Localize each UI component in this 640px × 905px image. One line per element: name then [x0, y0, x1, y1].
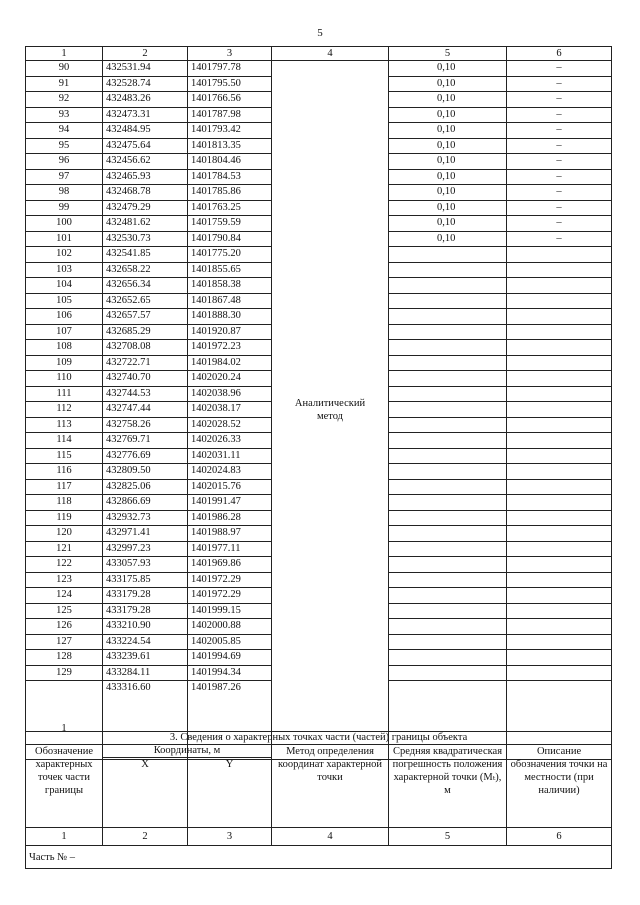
coord-y: 1401858.38 — [188, 278, 272, 294]
accuracy-value — [389, 433, 507, 449]
point-number: 129 — [26, 665, 103, 681]
table-row — [26, 61, 612, 77]
point-description — [507, 510, 612, 526]
coord-y: 1401787.98 — [188, 107, 272, 123]
page-number: 5 — [317, 27, 323, 39]
coord-x: 432658.22 — [103, 262, 188, 278]
point-description — [507, 665, 612, 681]
accuracy-value — [389, 340, 507, 356]
coord-x: 433224.54 — [103, 634, 188, 650]
coord-x: 432657.57 — [103, 309, 188, 325]
coord-x: 432747.44 — [103, 402, 188, 418]
point-description: – — [507, 200, 612, 216]
column-number: 6 — [507, 828, 612, 846]
coord-y: 1401766.56 — [188, 92, 272, 108]
col-accuracy: Средняя квадратическая погрешность положения характерной точки (Мₜ), м — [389, 745, 507, 828]
coord-x: 432722.71 — [103, 355, 188, 371]
coord-x: 432740.70 — [103, 371, 188, 387]
point-number: 92 — [26, 92, 103, 108]
coord-y: 1401999.15 — [188, 603, 272, 619]
point-description: – — [507, 231, 612, 247]
header-cell: 2 — [103, 47, 188, 61]
accuracy-value — [389, 371, 507, 387]
point-description — [507, 386, 612, 402]
accuracy-value — [389, 278, 507, 294]
coord-x: 432971.41 — [103, 526, 188, 542]
coord-y: 1402005.85 — [188, 634, 272, 650]
coord-y: 1401795.50 — [188, 76, 272, 92]
accuracy-value — [389, 417, 507, 433]
coord-y: 1401972.29 — [188, 588, 272, 604]
point-number: 122 — [26, 557, 103, 573]
point-number: 118 — [26, 495, 103, 511]
coord-y: 1401987.26 — [188, 681, 272, 760]
point-number: 123 — [26, 572, 103, 588]
point-number: 110 — [26, 371, 103, 387]
accuracy-value — [389, 293, 507, 309]
point-description: – — [507, 76, 612, 92]
coord-y: 1401867.48 — [188, 293, 272, 309]
point-number: 119 — [26, 510, 103, 526]
accuracy-value — [389, 619, 507, 635]
point-number: 1 — [26, 681, 103, 760]
point-description — [507, 603, 612, 619]
point-number: 98 — [26, 185, 103, 201]
accuracy-value: 0,10 — [389, 154, 507, 170]
coord-x: 432685.29 — [103, 324, 188, 340]
accuracy-value — [389, 557, 507, 573]
coord-y: 1402020.24 — [188, 371, 272, 387]
coord-y: 1401920.87 — [188, 324, 272, 340]
point-number: 93 — [26, 107, 103, 123]
header-cell: 6 — [507, 47, 612, 61]
point-description: – — [507, 138, 612, 154]
accuracy-value — [389, 402, 507, 418]
coord-x: 433210.90 — [103, 619, 188, 635]
coord-x: 432479.29 — [103, 200, 188, 216]
coord-x: 432531.94 — [103, 61, 188, 77]
accuracy-value — [389, 464, 507, 480]
point-number: 120 — [26, 526, 103, 542]
coord-y: 1401775.20 — [188, 247, 272, 263]
section3-table — [25, 731, 612, 869]
accuracy-value: 0,10 — [389, 76, 507, 92]
col-x: X — [103, 758, 188, 828]
point-description — [507, 479, 612, 495]
point-number: 106 — [26, 309, 103, 325]
coord-x: 432652.65 — [103, 293, 188, 309]
point-number: 105 — [26, 293, 103, 309]
accuracy-value: 0,10 — [389, 61, 507, 77]
coord-x: 432825.06 — [103, 479, 188, 495]
header-cell: 3 — [188, 47, 272, 61]
point-description: – — [507, 185, 612, 201]
coord-y: 1401988.97 — [188, 526, 272, 542]
coord-y: 1401986.28 — [188, 510, 272, 526]
coord-y: 1401991.47 — [188, 495, 272, 511]
point-description — [507, 355, 612, 371]
point-number: 121 — [26, 541, 103, 557]
col-point-designation: Обозначение характерных точек части границы — [26, 745, 103, 828]
accuracy-value — [389, 262, 507, 278]
point-number: 90 — [26, 61, 103, 77]
coord-x: 433175.85 — [103, 572, 188, 588]
coord-x: 433179.28 — [103, 603, 188, 619]
coord-x: 432809.50 — [103, 464, 188, 480]
point-description — [507, 464, 612, 480]
point-number: 104 — [26, 278, 103, 294]
point-description — [507, 417, 612, 433]
accuracy-value — [389, 588, 507, 604]
coord-x: 432484.95 — [103, 123, 188, 139]
column-number: 1 — [26, 828, 103, 846]
point-number: 108 — [26, 340, 103, 356]
coord-y: 1402024.83 — [188, 464, 272, 480]
accuracy-value — [389, 386, 507, 402]
coord-x: 432656.34 — [103, 278, 188, 294]
coord-y: 1401785.86 — [188, 185, 272, 201]
point-number: 111 — [26, 386, 103, 402]
coord-y: 1401813.35 — [188, 138, 272, 154]
point-description — [507, 262, 612, 278]
point-description — [507, 588, 612, 604]
coord-x: 432456.62 — [103, 154, 188, 170]
point-number: 114 — [26, 433, 103, 449]
accuracy-value — [389, 247, 507, 263]
point-description — [507, 448, 612, 464]
point-description — [507, 619, 612, 635]
coordinates-table-body — [26, 47, 612, 760]
coord-x: 432769.71 — [103, 433, 188, 449]
accuracy-value: 0,10 — [389, 200, 507, 216]
point-description — [507, 650, 612, 666]
column-number: 2 — [103, 828, 188, 846]
point-number: 97 — [26, 169, 103, 185]
point-number: 126 — [26, 619, 103, 635]
coord-x: 432530.73 — [103, 231, 188, 247]
coord-y: 1401994.34 — [188, 665, 272, 681]
coord-y: 1401984.02 — [188, 355, 272, 371]
accuracy-value — [389, 510, 507, 526]
col-description: Описание обозначения точки на местности (при наличии) — [507, 745, 612, 828]
coord-x: 433239.61 — [103, 650, 188, 666]
point-description: – — [507, 123, 612, 139]
point-description: – — [507, 169, 612, 185]
section3-title: 3. Сведения о характерных точках части (частей) границы объекта — [26, 732, 612, 745]
point-description: – — [507, 92, 612, 108]
accuracy-value: 0,10 — [389, 231, 507, 247]
point-number: 115 — [26, 448, 103, 464]
column-number: 5 — [389, 828, 507, 846]
coord-y: 1401763.25 — [188, 200, 272, 216]
point-number: 116 — [26, 464, 103, 480]
coord-y: 1401804.46 — [188, 154, 272, 170]
header-cell: 5 — [389, 47, 507, 61]
coordinates-table — [25, 46, 612, 760]
accuracy-value — [389, 665, 507, 681]
accuracy-value: 0,10 — [389, 185, 507, 201]
coord-x: 432866.69 — [103, 495, 188, 511]
column-number: 3 — [188, 828, 272, 846]
coord-x: 432483.26 — [103, 92, 188, 108]
coord-y: 1402028.52 — [188, 417, 272, 433]
point-number: 113 — [26, 417, 103, 433]
coord-y: 1401784.53 — [188, 169, 272, 185]
coord-y: 1401793.42 — [188, 123, 272, 139]
coord-x: 432932.73 — [103, 510, 188, 526]
point-description — [507, 433, 612, 449]
point-number: 109 — [26, 355, 103, 371]
point-number: 95 — [26, 138, 103, 154]
header-cell: 4 — [272, 47, 389, 61]
coord-y: 1401790.84 — [188, 231, 272, 247]
coord-y: 1401994.69 — [188, 650, 272, 666]
point-number: 100 — [26, 216, 103, 232]
accuracy-value — [389, 650, 507, 666]
coord-x: 432468.78 — [103, 185, 188, 201]
coord-x: 432475.64 — [103, 138, 188, 154]
coord-x: 432473.31 — [103, 107, 188, 123]
point-number: 112 — [26, 402, 103, 418]
coord-y: 1401797.78 — [188, 61, 272, 77]
coord-x: 432708.08 — [103, 340, 188, 356]
accuracy-value — [389, 495, 507, 511]
point-number: 128 — [26, 650, 103, 666]
point-number: 101 — [26, 231, 103, 247]
accuracy-value — [389, 448, 507, 464]
accuracy-value: 0,10 — [389, 107, 507, 123]
point-number: 96 — [26, 154, 103, 170]
coord-y: 1401759.59 — [188, 216, 272, 232]
accuracy-value — [389, 541, 507, 557]
coord-x: 432758.26 — [103, 417, 188, 433]
coord-x: 433057.93 — [103, 557, 188, 573]
point-number: 94 — [26, 123, 103, 139]
coord-y: 1402026.33 — [188, 433, 272, 449]
point-description — [507, 541, 612, 557]
coord-x: 432481.62 — [103, 216, 188, 232]
col-method: Метод определения координат характерной точки — [272, 745, 389, 828]
accuracy-value: 0,10 — [389, 216, 507, 232]
point-description — [507, 572, 612, 588]
coord-x: 433316.60 — [103, 681, 188, 760]
coord-x: 433284.11 — [103, 665, 188, 681]
header-cell: 1 — [26, 47, 103, 61]
coord-y: 1401888.30 — [188, 309, 272, 325]
point-number: 99 — [26, 200, 103, 216]
col-y: Y — [188, 758, 272, 828]
accuracy-value: 0,10 — [389, 138, 507, 154]
accuracy-value: 0,10 — [389, 169, 507, 185]
point-number: 117 — [26, 479, 103, 495]
coord-y: 1402031.11 — [188, 448, 272, 464]
accuracy-value — [389, 603, 507, 619]
point-description: – — [507, 216, 612, 232]
coord-y: 1401969.86 — [188, 557, 272, 573]
table-header-row — [26, 47, 612, 61]
point-description — [507, 309, 612, 325]
point-description — [507, 371, 612, 387]
accuracy-value — [389, 634, 507, 650]
accuracy-value — [389, 309, 507, 325]
coord-y: 1402038.96 — [188, 386, 272, 402]
point-description — [507, 340, 612, 356]
column-number: 4 — [272, 828, 389, 846]
coord-y: 1401855.65 — [188, 262, 272, 278]
point-description — [507, 324, 612, 340]
point-description — [507, 278, 612, 294]
coord-x: 433179.28 — [103, 588, 188, 604]
accuracy-value: 0,10 — [389, 123, 507, 139]
point-description — [507, 293, 612, 309]
point-number: 107 — [26, 324, 103, 340]
point-number: 124 — [26, 588, 103, 604]
coord-x: 432997.23 — [103, 541, 188, 557]
point-description — [507, 634, 612, 650]
point-number: 125 — [26, 603, 103, 619]
point-number: 127 — [26, 634, 103, 650]
point-number: 91 — [26, 76, 103, 92]
point-number: 103 — [26, 262, 103, 278]
coord-y: 1402015.76 — [188, 479, 272, 495]
method-cell: Аналитический метод — [272, 61, 389, 760]
point-description — [507, 247, 612, 263]
accuracy-value — [389, 324, 507, 340]
coord-x: 432744.53 — [103, 386, 188, 402]
point-description: – — [507, 61, 612, 77]
accuracy-value — [389, 572, 507, 588]
coord-y: 1401972.29 — [188, 572, 272, 588]
coord-y: 1402000.88 — [188, 619, 272, 635]
coord-x: 432465.93 — [103, 169, 188, 185]
coord-x: 432776.69 — [103, 448, 188, 464]
point-description: – — [507, 107, 612, 123]
accuracy-value — [389, 355, 507, 371]
accuracy-value — [389, 479, 507, 495]
part-label: Часть № – — [26, 846, 612, 869]
accuracy-value — [389, 526, 507, 542]
point-description — [507, 526, 612, 542]
point-description: – — [507, 154, 612, 170]
col-coordinates-group: Координаты, м — [103, 745, 272, 758]
point-description — [507, 402, 612, 418]
point-description — [507, 557, 612, 573]
coord-x: 432528.74 — [103, 76, 188, 92]
coord-x: 432541.85 — [103, 247, 188, 263]
coord-y: 1401972.23 — [188, 340, 272, 356]
accuracy-value: 0,10 — [389, 92, 507, 108]
point-description — [507, 495, 612, 511]
coord-y: 1401977.11 — [188, 541, 272, 557]
coord-y: 1402038.17 — [188, 402, 272, 418]
point-number: 102 — [26, 247, 103, 263]
